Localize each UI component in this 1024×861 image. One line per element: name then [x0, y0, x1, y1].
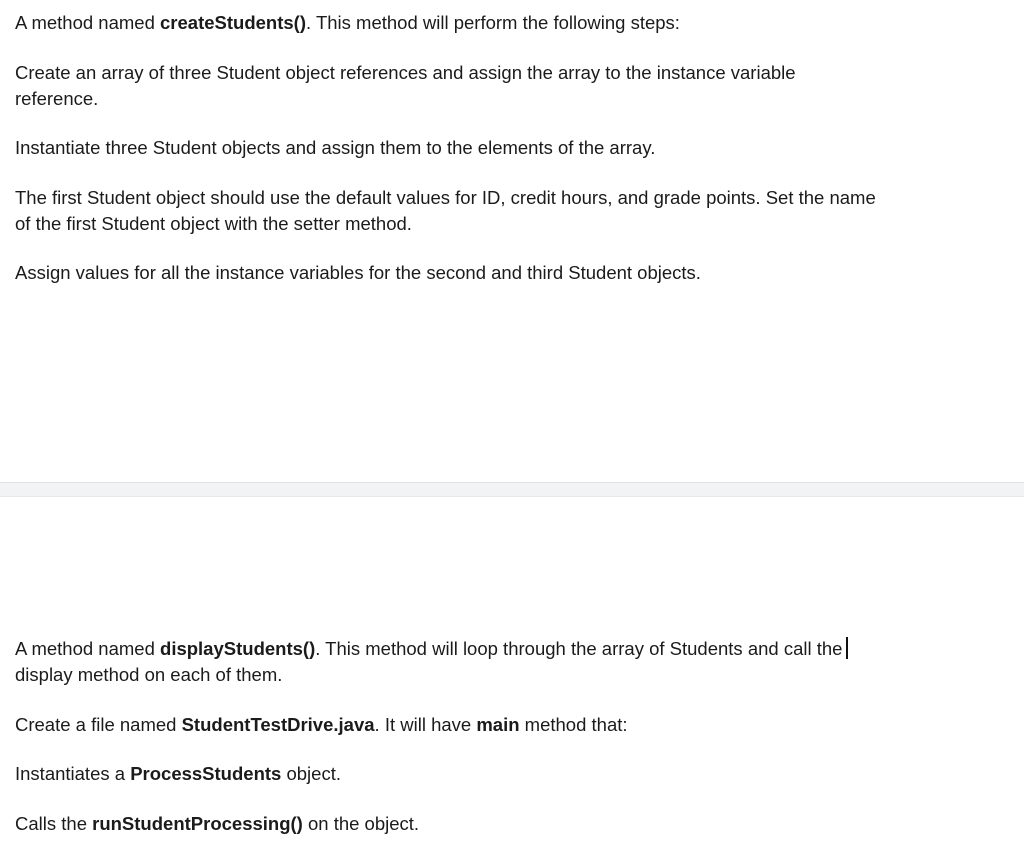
instantiate-process-step: [15, 761, 945, 787]
method-name: displayStudents(): [160, 638, 316, 659]
instantiate-step: Instantiate three Student objects and assign them to the elements of the array.: [15, 137, 656, 158]
text-segment: method that:: [519, 714, 628, 735]
class-name: ProcessStudents: [130, 763, 282, 784]
create-students-intro: [15, 10, 945, 36]
text-line: display method on each of them.: [15, 664, 283, 685]
text-segment: Create a file named: [15, 714, 182, 735]
text-segment: object.: [281, 763, 341, 784]
text-segment: Instantiates a: [15, 763, 131, 784]
file-name: StudentTestDrive.java: [181, 714, 375, 735]
text-line: reference.: [15, 88, 99, 109]
text-segment: on the object.: [302, 813, 420, 834]
text-line: of the first Student object with the setter method.: [15, 213, 412, 234]
text-segment: A method named: [15, 12, 161, 33]
bottom-page-section: [0, 497, 1024, 861]
run-processing-step: [15, 811, 945, 837]
assign-values-step: Assign values for all the instance variables for the second and third Student objects.: [15, 262, 701, 283]
text-segment: A method named: [15, 638, 161, 659]
page-separator: [0, 482, 1024, 497]
text-line: Create an array of three Student object references and assign the array to the instance variable: [15, 62, 796, 83]
create-array-step: [15, 60, 945, 112]
method-name: runStudentProcessing(): [92, 813, 303, 834]
text-segment: . It will have: [374, 714, 477, 735]
default-values-step: [15, 185, 945, 237]
text-segment: . This method will loop through the array of Students and call the: [315, 638, 843, 659]
text-segment: . This method will perform the following steps:: [306, 12, 680, 33]
test-drive-file-step: [15, 712, 945, 738]
text-line: The first Student object should use the default values for ID, credit hours, and grade points. Set the name: [15, 187, 876, 208]
keyword: main: [476, 714, 520, 735]
display-students-intro: [15, 636, 945, 688]
text-cursor: [846, 637, 848, 659]
text-segment: Calls the: [15, 813, 93, 834]
method-name: createStudents(): [160, 12, 306, 33]
